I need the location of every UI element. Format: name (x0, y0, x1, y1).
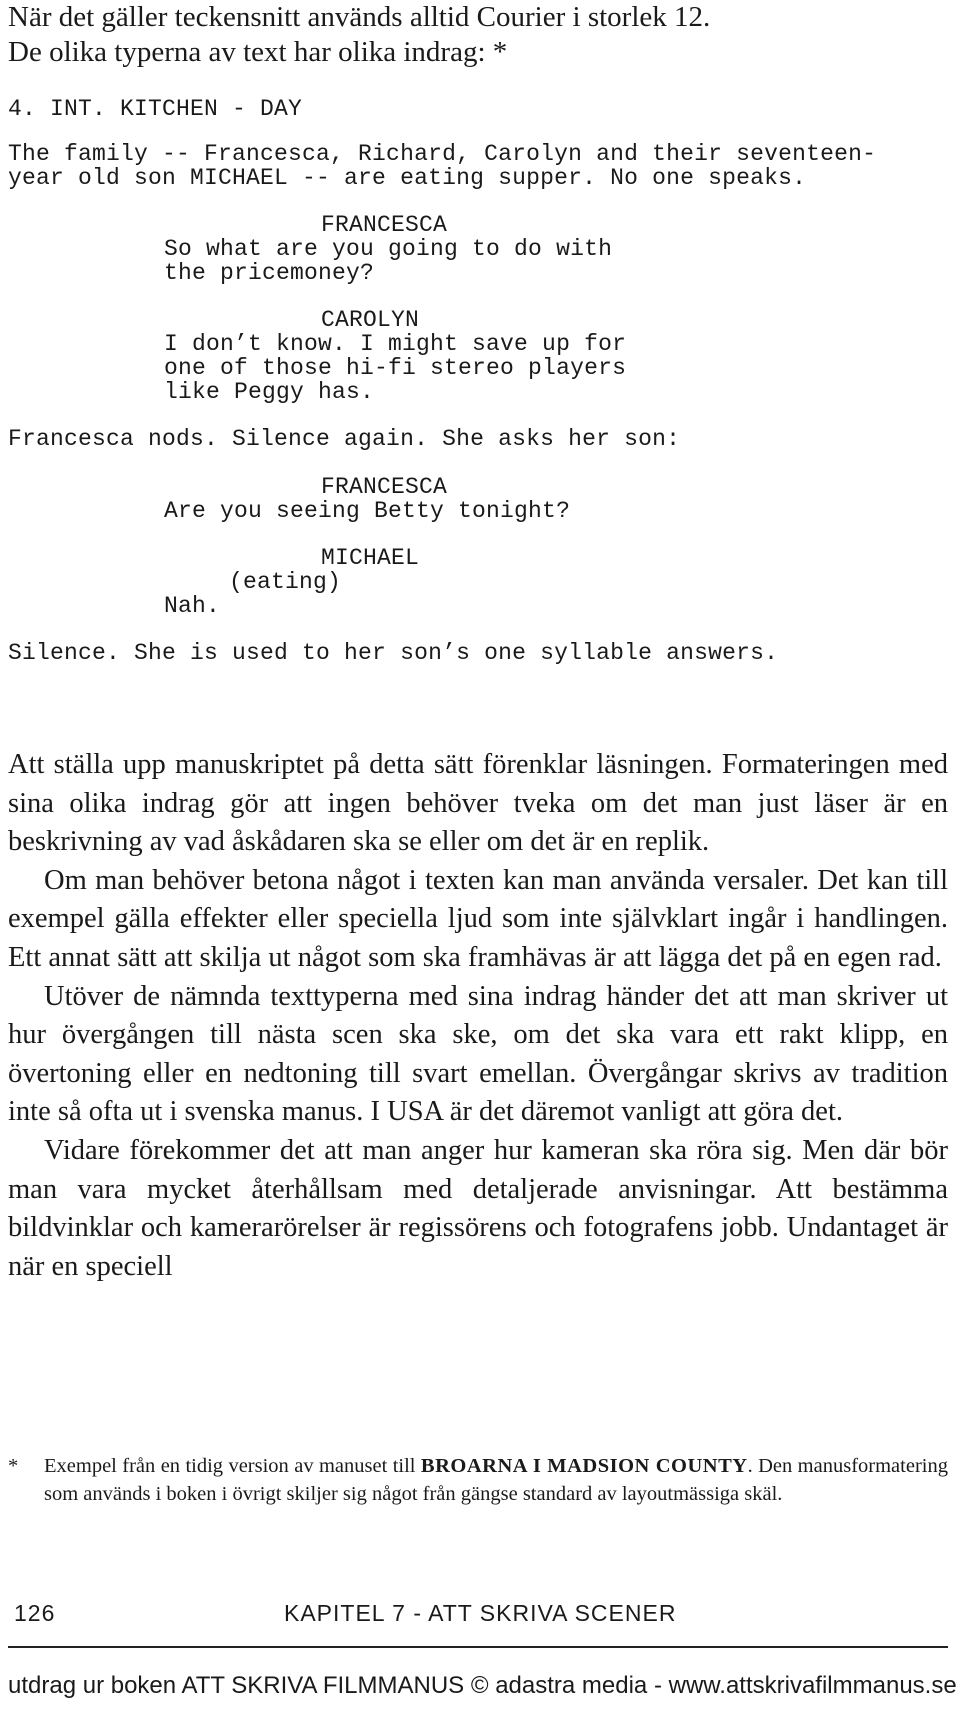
dialogue-line: one of those hi-fi stereo players (164, 355, 627, 381)
dialogue-line: I don’t know. I might save up for (164, 331, 627, 357)
paragraph: Vidare förekommer det att man anger hur kameran ska röra sig. Men där bör man vara mycket återhållsam med detaljerade anvisningar. Att bestämma bildvinklar och kamerarörelser är regissörens och fotografens jobb. Undantaget är när en speciell (8, 1134, 948, 1282)
action-line: Francesca nods. Silence again. She asks her son: (8, 426, 681, 452)
dialogue-line: the pricemoney? (164, 260, 375, 286)
action-line: Silence. She is used to her son’s one syllable answers. (8, 640, 779, 666)
dialogue-line: Nah. (164, 593, 221, 619)
dialogue-line: like Peggy has. (164, 379, 375, 405)
page-number: 126 (14, 1600, 56, 1626)
credit-line: utdrag ur boken ATT SKRIVA FILMMANUS © adastra media - www.attskrivafilmmanus.se (8, 1672, 957, 1699)
intro-line-1: När det gäller teckensnitt används alltid Courier i storlek 12. (8, 1, 711, 33)
footnote-mark: * (8, 1455, 19, 1477)
footnote (8, 1452, 948, 1508)
paragraph: Om man behöver betona något i texten kan man använda versaler. Det kan till exempel gälla effekter eller speciella ljud som inte självklart ingår i handlingen. Ett annat sätt att skilja ut något som ska framhävas är att lägga det på en egen rad. (8, 864, 948, 973)
paragraph: Att ställa upp manuskriptet på detta sätt förenklar läsningen. Formateringen med sina olika indrag gör att ingen behöver tveka om det man just läser är en beskrivning av vad åskådaren ska se eller om det är en replik. (8, 749, 948, 858)
footnote-title: BROARNA I MADSION COUNTY (420, 1455, 748, 1477)
action-line: The family -- Francesca, Richard, Carolyn and their seventeen- (8, 141, 877, 167)
footer-divider (8, 1646, 948, 1648)
parenthetical: (eating) (229, 569, 342, 595)
paragraph: Utöver de nämnda texttyperna med sina indrag händer det att man skriver ut hur övergången till nästa scen ska ske, om det ska vara ett rakt klipp, en övertoning eller en nedtoning till svart emellan. Övergångar skrivs av tradition inte så ofta ut i svenska manus. I USA är det däremot vanligt att göra det. (8, 980, 948, 1128)
footnote-text-after: . Den manusformatering som används i boken i övrigt skiljer sig något från gängse standard av layoutmässiga skäl. (44, 1455, 948, 1505)
character-name: FRANCESCA (321, 474, 448, 500)
dialogue-line: Are you seeing Betty tonight? (164, 498, 571, 524)
dialogue-line: So what are you going to do with (164, 236, 613, 262)
body-text (8, 746, 948, 1286)
character-name: FRANCESCA (321, 212, 448, 238)
character-name: MICHAEL (321, 545, 420, 571)
scene-heading: 4. INT. KITCHEN - DAY (8, 96, 303, 122)
chapter-title: KAPITEL 7 - ATT SKRIVA SCENER (284, 1600, 677, 1626)
character-name: CAROLYN (321, 307, 420, 333)
intro-line-2: De olika typerna av text har olika indrag: * (8, 36, 508, 68)
footnote-text-before: Exempel från en tidig version av manuset till (44, 1455, 421, 1477)
intro-text (8, 0, 948, 70)
screenplay-example (8, 96, 948, 772)
footnote-text (44, 1452, 948, 1508)
action-line: year old son MICHAEL -- are eating supper. No one speaks. (8, 165, 807, 191)
